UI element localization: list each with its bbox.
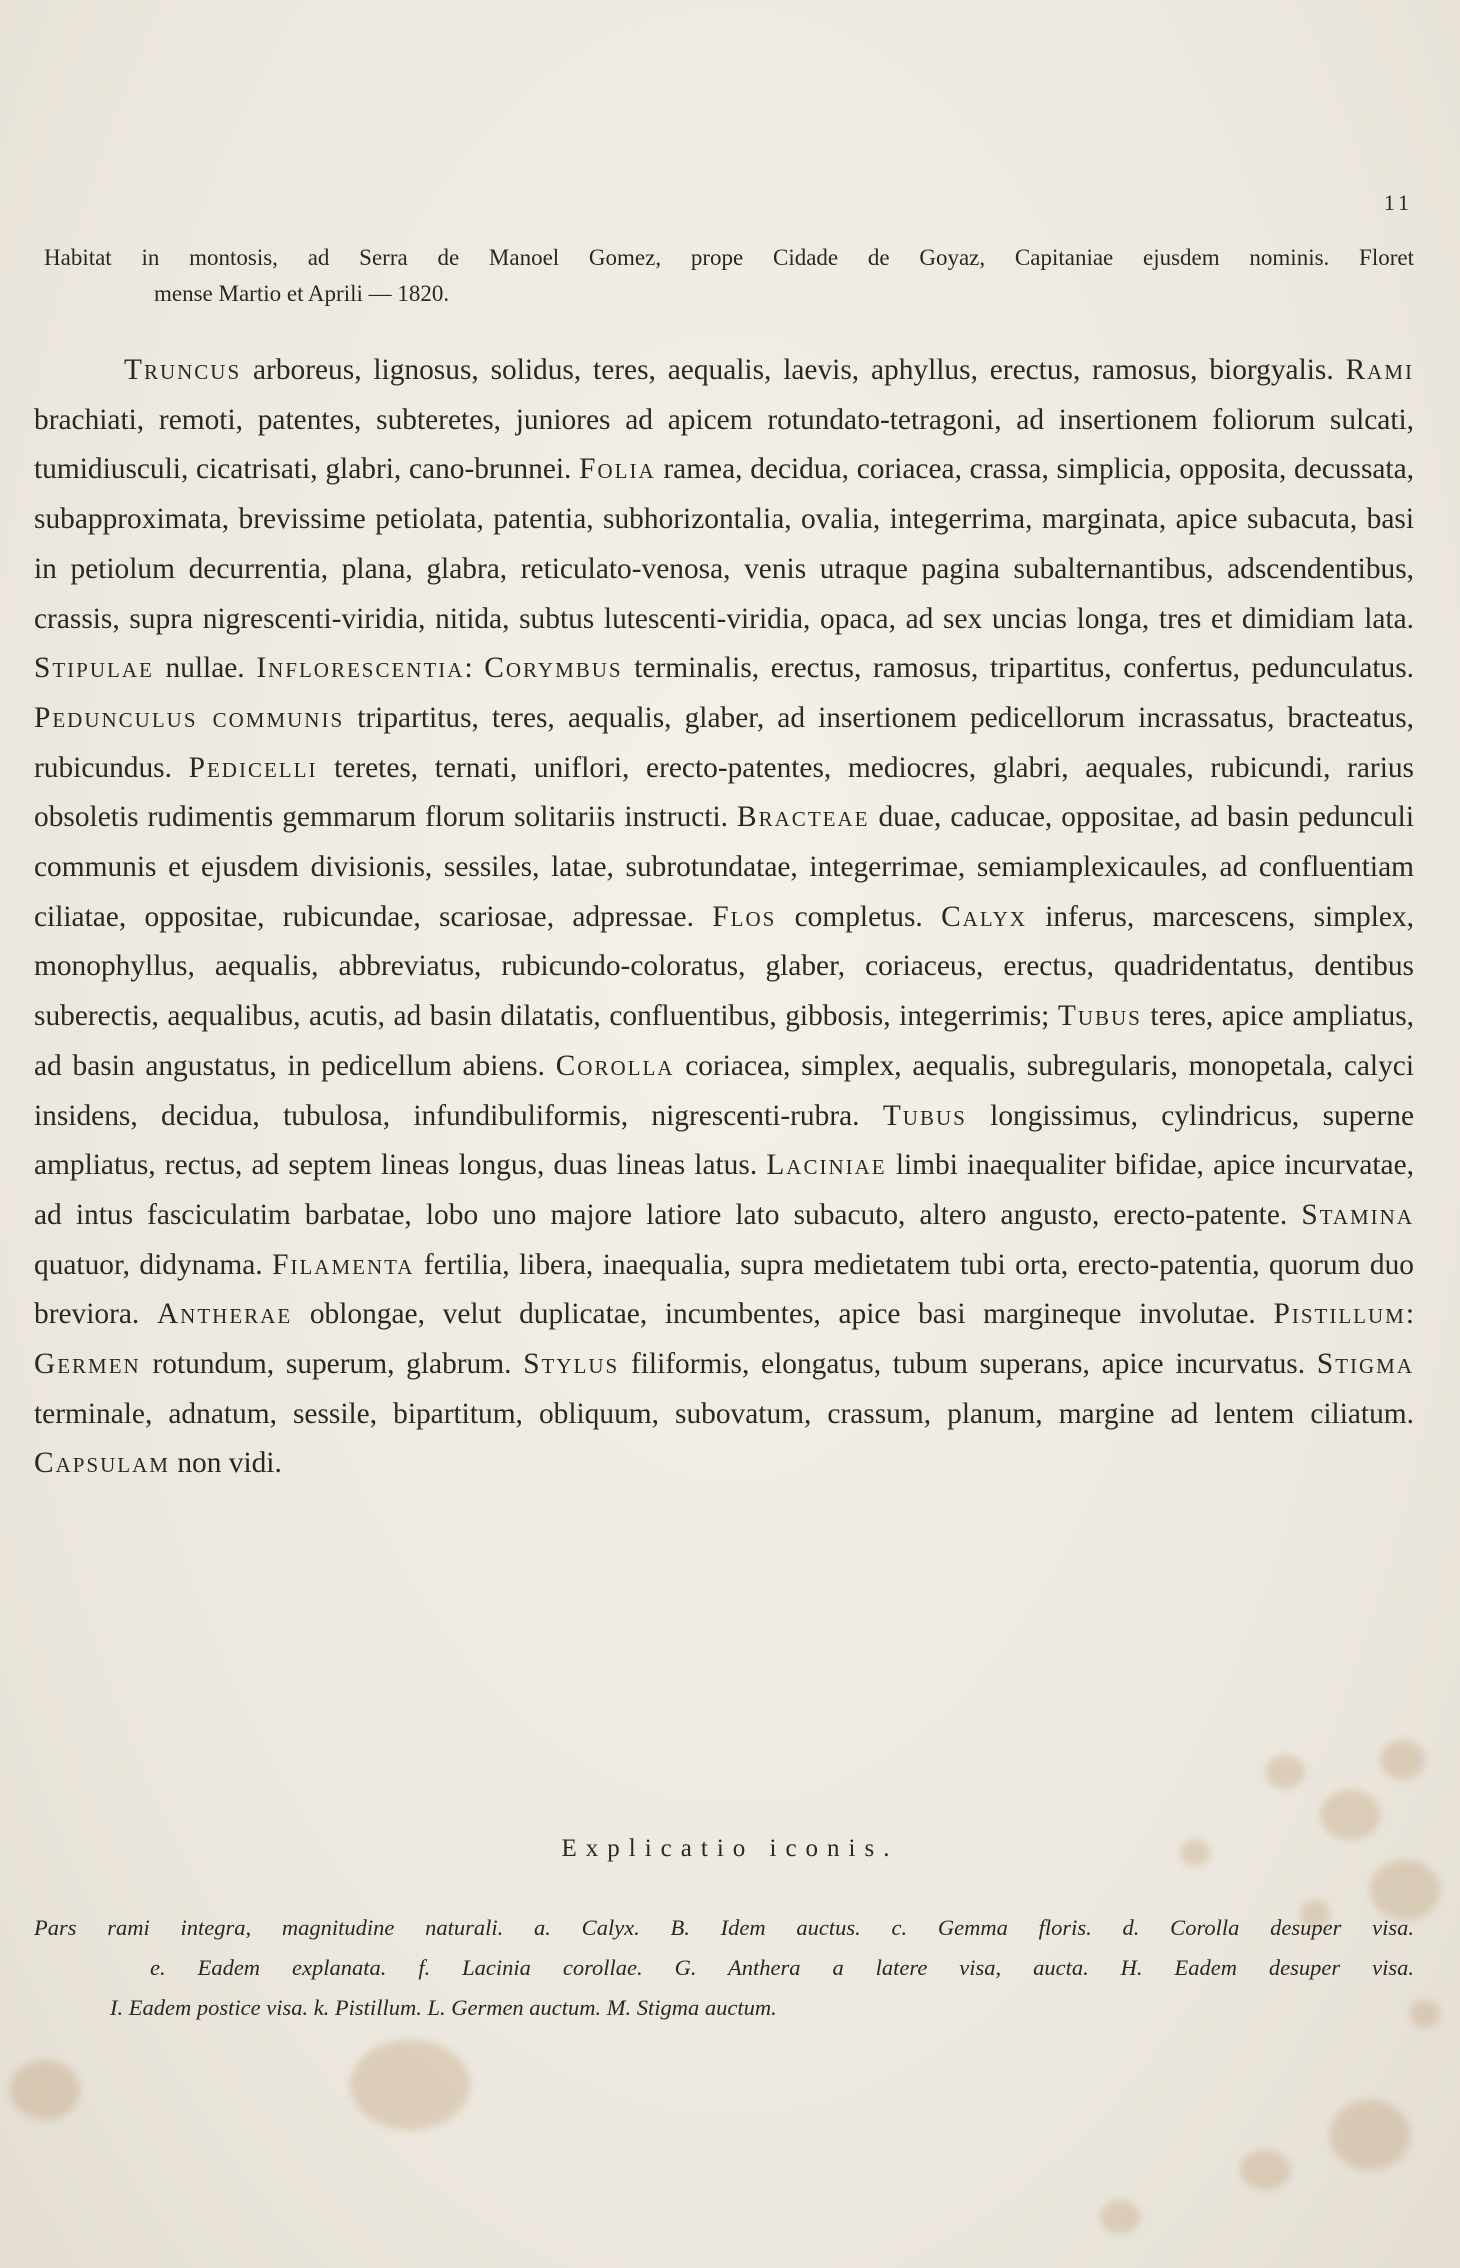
species-description [34, 346, 1414, 1489]
description-text: coriacea, simplex, aequalis, subregularis, monopetala, calyci insidens, decidua, tubulosa, infundibuliformis, nigrescenti-rubra. [34, 1049, 1414, 1132]
stain [10, 2060, 80, 2120]
habitat-line-1: Habitat in montosis, ad Serra de Manoel Gomez, prope Cidade de Goyaz, Capitaniae ejusdem nominis. Floret [44, 245, 1414, 270]
organ-term: Filamenta [272, 1248, 415, 1281]
organ-term: Folia [579, 453, 656, 486]
organ-term: Pistillum [1273, 1298, 1406, 1331]
organ-term: Stamina [1301, 1198, 1414, 1231]
description-text: completus. [776, 900, 942, 933]
habitat-line-2: mense Martio et Aprili — 1820. [154, 281, 450, 306]
stain [1330, 2100, 1410, 2170]
description-text: brachiati, remoti, patentes, subteretes, juniores ad apicem rotundato-tetragoni, ad insertionem foliorum sulcati, tumidiusculi, cicatrisati, glabri, cano-brunnei. [34, 403, 1414, 486]
organ-term: Pedunculus communis [34, 701, 345, 734]
description-text: rotundum, superum, glabrum. [140, 1348, 524, 1381]
description-text: non vidi. [169, 1447, 282, 1480]
organ-term: Truncus [124, 354, 242, 386]
description-text: duae, caducae, oppositae, ad basin pedunculi communis et ejusdem divisionis, sessiles, latae, subrotundatae, integerrimae, semiamplexicaules, ad confluentiam ciliatae, oppositae, rubicundae, scariosae, adpressae. [34, 801, 1414, 933]
organ-term: Bracteae [737, 801, 870, 834]
description-text: teres, apice ampliatus, ad basin angustatus, in pedicellum abiens. [34, 1000, 1414, 1082]
organ-term: Germen [34, 1348, 141, 1381]
page-number: 11 [1383, 190, 1413, 215]
organ-term: Tubus [1057, 1000, 1142, 1033]
organ-term: Calyx [941, 900, 1027, 933]
description-text: tripartitus, teres, aequalis, glaber, ad insertionem pedicellorum incrassatus, bracteatus, rubicundus. [34, 701, 1415, 784]
description-text: quatuor, didynama. [34, 1248, 273, 1281]
explicatio-line-1: Pars rami integra, magnitudine naturali. a. Calyx. B. Idem auctus. c. Gemma floris. d. Corolla desuper visa. [34, 1915, 1414, 1940]
organ-term: Stipulae [34, 652, 154, 685]
stain [1265, 1755, 1305, 1789]
organ-term: Inflorescentia [256, 652, 465, 685]
description-text: terminale, adnatum, sessile, bipartitum, obliquum, subovatum, crassum, planum, margine ad lentem ciliatum. [34, 1397, 1414, 1430]
organ-term: Pedicelli [188, 751, 318, 784]
organ-term: Capsulam [34, 1447, 170, 1480]
organ-term: Flos [712, 900, 777, 933]
organ-term: Antherae [156, 1298, 293, 1331]
description-text: limbi inaequaliter bifidae, apice incurvatae, ad intus fasciculatim barbatae, lobo uno majore latiore lato subacuto, altero angusto, erecto-patente. [34, 1149, 1414, 1231]
stain [1240, 2150, 1290, 2190]
organ-term: Rami [1345, 354, 1414, 386]
description-text: : [1405, 1298, 1414, 1331]
description-text: teretes, ternati, uniflori, erecto-patentes, mediocres, glabri, aequales, rubicundi, rarius obsoletis rudimentis gemmarum florum solitariis instructi. [34, 751, 1414, 834]
description-text: ramea, decidua, coriacea, crassa, simplicia, opposita, decussata, subapproximata, brevissime petiolata, patentia, subhorizontalia, ovalia, integerrima, marginata, apice subacuta, basi in petiolum decurrentia, plana, glabra, reticulato-venosa, venis utraque pagina subalternantibus, adscendentibus, crassis, supra nigrescenti-viridia, nitida, subtus lutescenti-viridia, opaca, ad sex uncias longa, tres et dimidiam lata. [34, 453, 1414, 635]
description-text: longissimus, cylindricus, superne ampliatus, rectus, ad septem lineas longus, duas lineas latus. [34, 1099, 1414, 1182]
stain [1410, 2000, 1440, 2028]
description-text: filiformis, elongatus, tubum superans, apice incurvatus. [619, 1348, 1317, 1381]
stain [1100, 2200, 1140, 2234]
explicatio-heading: Explicatio iconis. [561, 1835, 899, 1862]
explicatio-line-2: e. Eadem explanata. f. Lacinia corollae. G. Anthera a latere visa, aucta. H. Eadem desuper visa. [150, 1955, 1414, 1980]
description-text: : [464, 652, 485, 685]
organ-term: Laciniae [766, 1149, 887, 1182]
organ-term: Corymbus [484, 652, 623, 685]
stain [1320, 1790, 1380, 1840]
description-text: inferus, marcescens, simplex, monophyllus, aequalis, abbreviatus, rubicundo-coloratus, glaber, coriaceus, erectus, quadridentatus, dentibus suberectis, aequalibus, acutis, ad basin dilatatis, confluentibus, gibbosis, integerrimis; [34, 900, 1414, 1033]
stain [1380, 1740, 1425, 1780]
organ-term: Stigma [1316, 1348, 1415, 1381]
stain [350, 2040, 470, 2130]
description-text: nullae. [153, 652, 257, 685]
organ-term: Tubus [882, 1099, 967, 1132]
description-text: oblongae, velut duplicatae, incumbentes, apice basi margineque involutae. [292, 1298, 1274, 1331]
description-text: arboreus, lignosus, solidus, teres, aequalis, laevis, aphyllus, erectus, ramosus, biorgyalis. [241, 354, 1346, 386]
organ-term: Corolla [555, 1049, 675, 1082]
description-text: fertilia, libera, inaequalia, supra medietatem tubi orta, erecto-patentia, quorum duo breviora. [34, 1248, 1414, 1331]
description-text: terminalis, erectus, ramosus, tripartitus, confertus, pedunculatus. [622, 652, 1415, 685]
organ-term: Stylus [523, 1348, 620, 1381]
explicatio-line-3: I. Eadem postice visa. k. Pistillum. L. Germen auctum. M. Stigma auctum. [110, 1995, 777, 2020]
